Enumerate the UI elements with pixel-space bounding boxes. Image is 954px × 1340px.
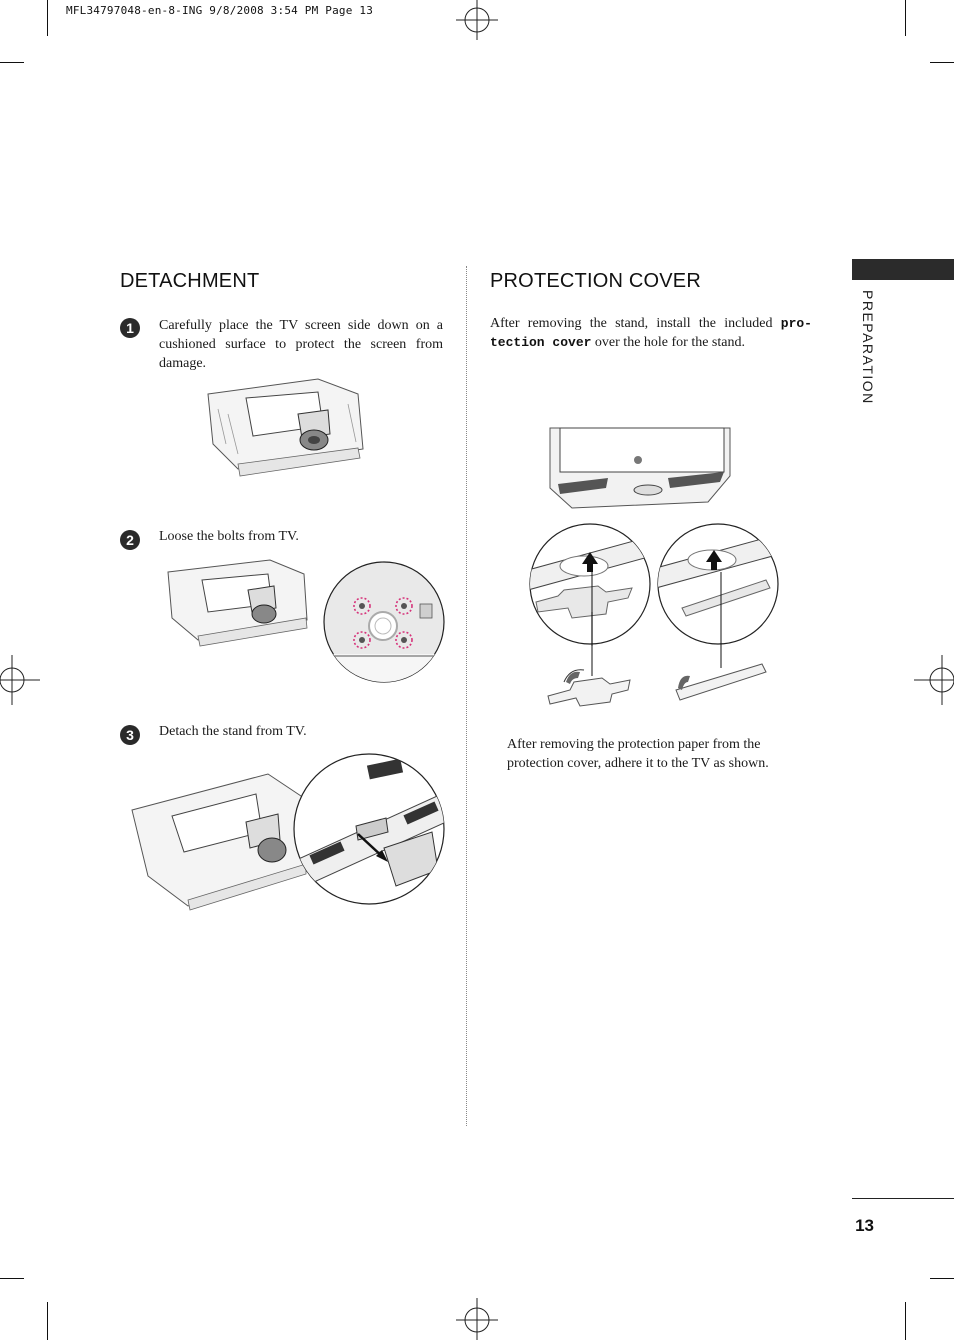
step-text-1: Carefully place the TV screen side down on a cushioned surface to protect the screen from damage. — [159, 318, 443, 371]
step-text-3: Detach the stand from TV. — [159, 724, 307, 739]
illustration-round-cover-peel — [544, 660, 634, 706]
step-text-2: Loose the bolts from TV. — [159, 529, 299, 544]
protection-title: PROTECTION COVER — [490, 270, 701, 292]
print-slug: MFL34797048-en-8-ING 9/8/2008 3:54 PM Page 13 — [66, 4, 374, 17]
chapter-label: PREPARATION — [860, 290, 876, 405]
protection-intro-end: over the hole for the stand. — [591, 335, 745, 350]
protection-intro-start: After removing the stand, install the included — [490, 316, 781, 331]
protection-note: After removing the protection paper from the protection cover, adhere it to the TV as shown. — [507, 737, 769, 771]
step-number-2: 2 — [120, 530, 140, 550]
protection-cover-term: pro-tection cover — [490, 316, 812, 350]
detachment-title: DETACHMENT — [120, 270, 260, 292]
step-number-1: 1 — [120, 318, 140, 338]
step-number-3: 3 — [120, 725, 140, 745]
page-number-rule — [852, 1198, 954, 1199]
illustration-strip-cover-peel — [672, 662, 768, 702]
page-number: 13 — [855, 1216, 874, 1235]
